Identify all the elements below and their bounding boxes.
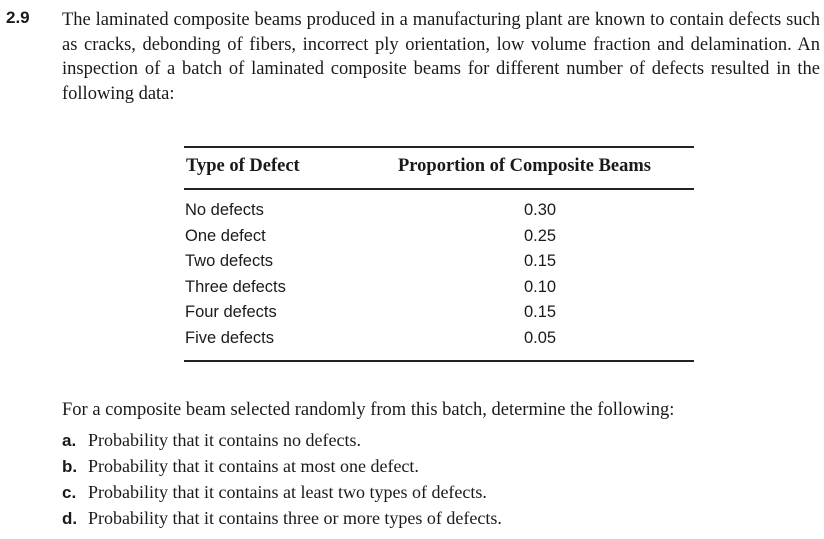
table-header-rule <box>184 188 694 190</box>
table-body <box>0 198 824 352</box>
problem-number: 2.9 <box>6 8 30 27</box>
defect-type: No defects <box>185 201 264 219</box>
question-part <box>62 456 502 482</box>
table-top-rule <box>184 146 694 148</box>
table-bottom-rule <box>184 360 694 362</box>
defect-proportion: 0.10 <box>523 277 557 296</box>
problem-intro: The laminated composite beams produced in a manufacturing plant are known to contain defects such as cracks, debonding of fibers, incorrect ply orientation, low volume fraction and delamination. An inspection of a batch of laminated composite beams for different number of defects resulted in the following data: <box>62 10 820 104</box>
defect-proportion: 0.15 <box>523 252 557 271</box>
question-part <box>62 508 502 534</box>
part-label: b. <box>62 457 78 476</box>
part-label: d. <box>62 509 78 528</box>
table-row <box>0 198 824 224</box>
defect-proportion: 0.15 <box>523 303 557 322</box>
table-row <box>0 224 824 250</box>
part-text: Probability that it contains at most one defect. <box>88 456 419 476</box>
defect-type: One defect <box>185 226 266 245</box>
part-text: Probability that it contains no defects. <box>88 430 361 450</box>
part-text: Probability that it contains at least two types of defects. <box>88 482 487 502</box>
defect-type: Three defects <box>185 277 286 296</box>
column-header-type: Type of Defect <box>186 156 300 176</box>
part-label: c. <box>62 483 77 502</box>
defect-proportion: 0.25 <box>523 226 557 245</box>
question-part <box>62 430 502 456</box>
defect-type: Four defects <box>185 303 277 322</box>
question-part <box>62 482 502 508</box>
question-text: For a composite beam selected randomly from this batch, determine the following: <box>62 400 675 420</box>
part-label: a. <box>62 431 77 450</box>
defect-type: Five defects <box>185 328 274 347</box>
part-text: Probability that it contains three or more types of defects. <box>88 508 502 528</box>
table-row <box>0 300 824 326</box>
table-row <box>0 249 824 275</box>
defect-proportion: 0.05 <box>523 328 557 347</box>
defect-type: Two defects <box>185 252 274 271</box>
defect-proportion: 0.30 <box>523 201 557 219</box>
column-header-proportion: Proportion of Composite Beams <box>398 156 651 176</box>
table-row <box>0 275 824 301</box>
question-parts <box>62 430 502 534</box>
table-row <box>0 326 824 352</box>
